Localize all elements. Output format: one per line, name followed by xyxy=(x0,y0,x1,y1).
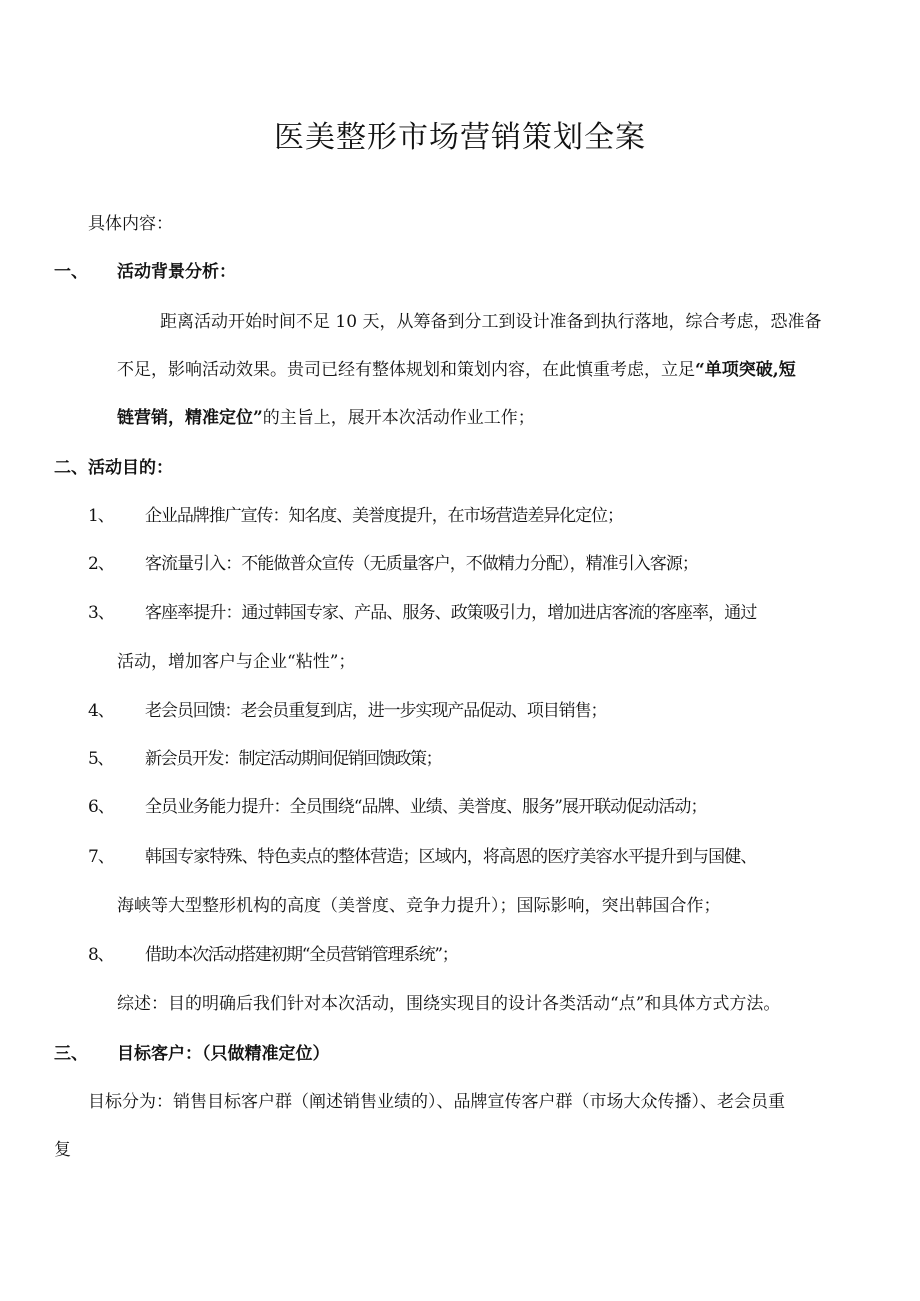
section3-heading: 目标客户：（只做精准定位） xyxy=(117,1044,330,1064)
list-item-number: 1、 xyxy=(88,506,114,526)
section1-para-line3-bold: 链营销，精准定位” xyxy=(117,408,263,428)
section1-para-line2-bold: “单项突破,短 xyxy=(695,360,796,380)
section1-para-line3 xyxy=(117,406,535,430)
section3-para-line2: 复 xyxy=(54,1140,71,1160)
section1-number: 一、 xyxy=(54,262,88,282)
section1-para-line1: 距离活动开始时间不足 10 天，从筹备到分工到设计准备到执行落地，综合考虑，恐准备 xyxy=(160,312,822,332)
section1-para-line3-plain: 的主旨上，展开本次活动作业工作； xyxy=(262,408,535,428)
list-item-number: 8、 xyxy=(88,945,114,965)
list-item-text: 客流量引入：不能做普众宣传（无质量客户，不做精力分配），精准引入客源； xyxy=(145,554,698,574)
list-item-number: 4、 xyxy=(88,701,114,721)
list-item-text: 新会员开发：制定活动期间促销回馈政策； xyxy=(145,749,442,769)
intro-label: 具体内容： xyxy=(88,214,173,234)
section1-para-line2 xyxy=(117,358,796,382)
list-item-number: 3、 xyxy=(88,603,114,623)
section3-number: 三、 xyxy=(54,1044,88,1064)
section1-para-line2-plain: 不足，影响活动效果。贵司已经有整体规划和策划内容，在此慎重考虑，立足 xyxy=(117,360,695,380)
list-item-text: 老会员回馈：老会员重复到店，进一步实现产品促动、项目销售； xyxy=(145,701,607,721)
list-item-text: 全员业务能力提升：全员围绕“品牌、业绩、美誉度、服务”展开联动促动活动； xyxy=(145,797,707,817)
list-item-number: 5、 xyxy=(88,749,113,769)
list-item-number: 7、 xyxy=(88,847,114,867)
document-title: 医美整形市场营销策划全案 xyxy=(274,120,646,155)
section2-heading: 二、活动目的： xyxy=(54,458,173,478)
list-item-text: 客座率提升：通过韩国专家、产品、服务、政策吸引力，增加进店客流的客座率，通过 xyxy=(145,603,757,623)
list-item-number: 2、 xyxy=(88,554,114,574)
list-item-continuation: 海峡等大型整形机构的高度（美誉度、竞争力提升）；国际影响，突出韩国合作； xyxy=(117,896,721,916)
list-item-continuation: 活动，增加客户与企业“粘性”； xyxy=(117,652,356,672)
list-item-number: 6、 xyxy=(88,797,114,817)
section3-para-line1: 目标分为：销售目标客户群（阐述销售业绩的）、品牌宣传客户群（市场大众传播）、老会员重 xyxy=(88,1092,785,1112)
list-item-text: 韩国专家特殊、特色卖点的整体营造；区域内，将高恩的医疗美容水平提升到与国健、 xyxy=(145,847,757,867)
section1-heading: 活动背景分析： xyxy=(117,262,236,282)
list-item-text: 借助本次活动搭建初期“全员营销管理系统”； xyxy=(145,945,458,965)
section2-summary: 综述：目的明确后我们针对本次活动，围绕实现目的设计各类活动“点”和具体方式方法。 xyxy=(117,994,781,1014)
list-item-text: 企业品牌推广宣传：知名度、美誉度提升，在市场营造差异化定位； xyxy=(145,506,623,526)
